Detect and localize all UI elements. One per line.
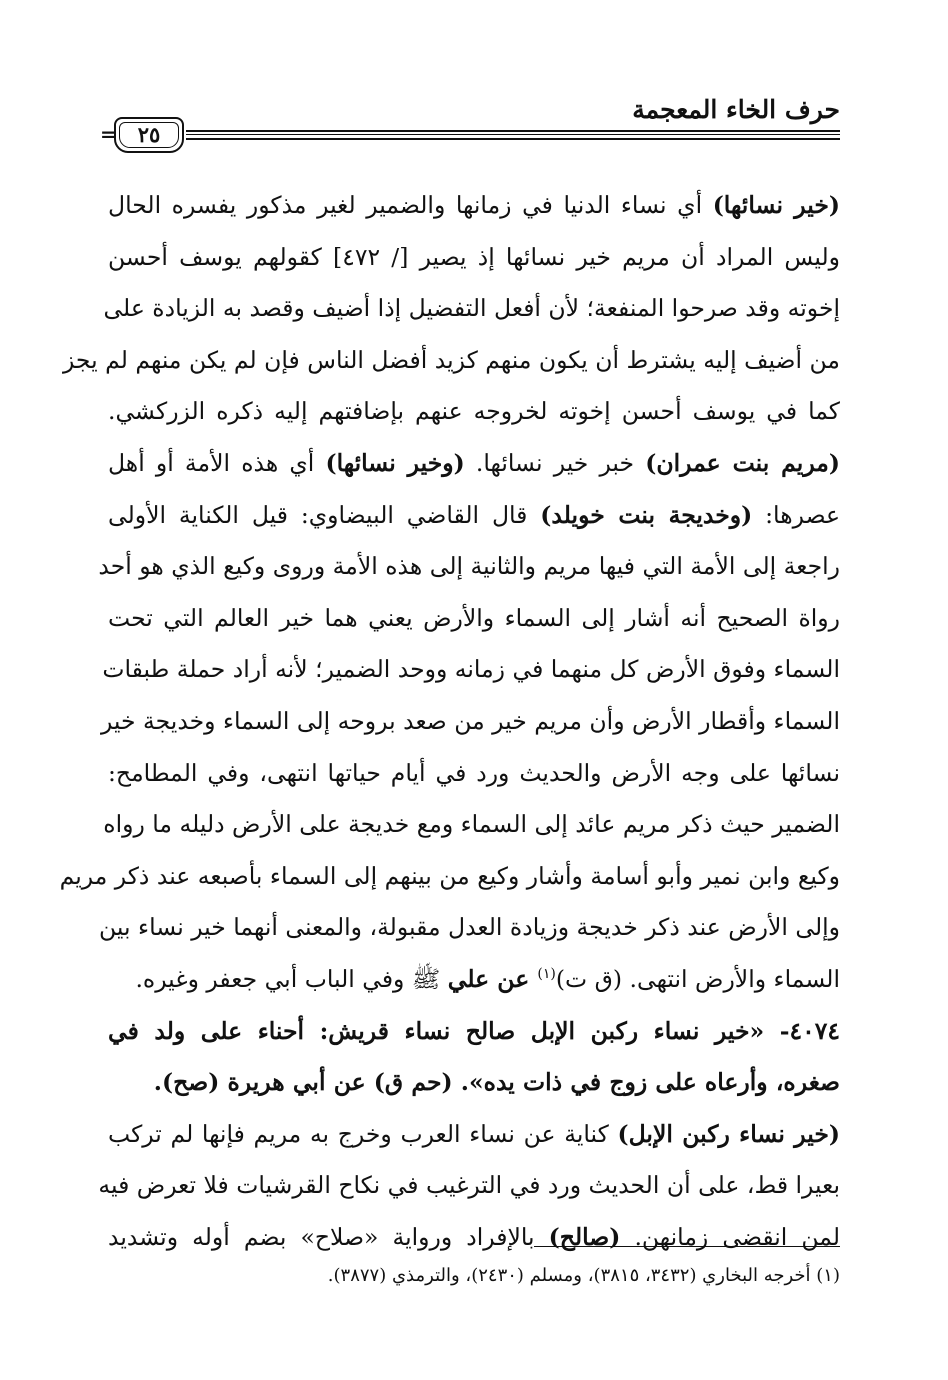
text-line <box>103 799 840 851</box>
bold-phrase: عن علي <box>447 964 538 993</box>
footnote <box>328 1262 840 1290</box>
text-line <box>108 1006 840 1058</box>
running-title: حرف الخاء المعجمة <box>632 95 840 124</box>
body-text <box>59 180 841 1263</box>
text-run: وإلى الأرض عند ذكر خديجة وزيادة العدل مقبولة، والمعنى أنهما خير نساء بين <box>99 913 840 942</box>
text-run: الضمير حيث ذكر مريم عائد إلى السماء ومع خديجة على الأرض دليله ما رواه <box>103 810 840 839</box>
text-run: وليس المراد أن مريم خير نسائها إذ يصير [/ ٤٧٢] كقولهم يوسف أحسن <box>108 242 840 271</box>
bold-phrase: (صالح) <box>548 1222 621 1251</box>
text-run: نسائها على وجه الأرض والحديث ورد في أيام حياتها انتهى، وفي المطامح: <box>108 758 840 787</box>
bold-phrase: (وخديجة بنت خويلد) <box>540 500 753 529</box>
text-run: خبر خير نسائها. <box>464 448 646 477</box>
text-line <box>98 1160 840 1212</box>
text-line <box>99 902 840 954</box>
text-line <box>108 593 840 645</box>
text-line <box>108 1212 840 1264</box>
text-run: ﷺ وفي الباب أبي جعفر وغيره. <box>135 964 448 993</box>
text-run: أي هذه الأمة أو أهل <box>108 448 326 477</box>
footnote-rule <box>534 1246 840 1247</box>
text-line <box>108 490 840 542</box>
page-number-label: ٢٥ <box>137 122 161 147</box>
page-number-ornament: = <box>100 122 117 146</box>
text-run: كما في يوسف أحسن إخوته لخروجه عنهم بإضافتهم إليه ذكره الزركشي. <box>108 397 840 426</box>
text-line <box>108 748 840 800</box>
text-run: راجعة إلى الأمة التي فيها مريم والثانية إلى هذه الأمة وروى وكيع الذي هو أحد <box>98 552 840 581</box>
text-run: السماء والأرض انتهى. (ق ت) <box>555 964 840 993</box>
text-line <box>108 954 840 1006</box>
text-line <box>59 851 840 903</box>
footnote-reference[interactable]: (١) <box>537 966 556 983</box>
text-line <box>62 335 840 387</box>
text-line <box>108 180 840 232</box>
text-run: رواة الصحيح أنه أشار إلى السماء والأرض يعني هما خير العالم التي تحت <box>108 603 840 632</box>
bold-phrase: ٤٠٧٤- «خير نساء ركبن الإبل صالح نساء قريش: أحناء على ولد في <box>108 1016 840 1045</box>
text-run: لمن انقضى زمانهن. <box>620 1222 840 1251</box>
text-line <box>103 283 840 335</box>
text-line <box>102 644 840 696</box>
text-run: بعيرا قط، على أن الحديث ورد في الترغيب في نكاح القرشيات فلا تعرض فيه <box>98 1171 840 1200</box>
text-run: عصرها: <box>752 500 840 529</box>
text-run: السماء وفوق الأرض كل منهما في زمانه ووحد الضمير؛ لأنه أراد حملة طبقات <box>102 655 840 684</box>
text-line <box>108 1057 840 1109</box>
bold-phrase: (خير نسائها) <box>712 191 840 219</box>
text-run: من أضيف إليه يشترط أن يكون منهم كزيد أفضل الناس فإن لم يكن منهم لم يجز <box>62 345 840 374</box>
text-run: بالإفراد ورواية «صلاح» بضم أوله وتشديد <box>108 1222 549 1251</box>
text-run: كناية عن نساء العرب وخرج به مريم فإنها لم تركب <box>108 1119 618 1148</box>
text-run: إخوته وقد صرحوا المنفعة؛ لأن أفعل التفضيل إذا أضيف وقصد به الزيادة على <box>103 294 840 323</box>
text-run: وكيع وابن نمير وأبو أسامة وأشار وكيع من بينهم إلى السماء بأصبعه عند ذكر مريم <box>59 861 840 890</box>
text-run: أي نساء الدنيا في زمانها والضمير لغير مذكور يفسره الحال <box>108 191 713 219</box>
text-run: قال القاضي البيضاوي: قيل الكناية الأولى <box>108 500 541 529</box>
bold-phrase: (خير نساء ركبن الإبل) <box>617 1119 840 1148</box>
bold-phrase: (وخير نسائها) <box>325 448 465 477</box>
text-line <box>108 438 840 490</box>
header-rule <box>186 130 840 140</box>
text-line <box>98 541 840 593</box>
text-line <box>108 232 840 284</box>
text-run: السماء وأقطار الأرض وأن مريم خير من صعد بروحه إلى السماء وخديجة خير <box>100 706 840 735</box>
text-line <box>108 1109 840 1161</box>
footnote-text: (١) أخرجه البخاري (٣٤٣٢، ٣٨١٥)، ومسلم (٢٤٣٠)، والترمذي (٣٨٧٧). <box>327 1265 840 1286</box>
text-line <box>100 696 840 748</box>
bold-phrase: (مريم بنت عمران) <box>645 448 841 477</box>
text-line <box>108 386 840 438</box>
page-number <box>114 117 184 153</box>
bold-phrase: صغره، وأرعاه على زوج في ذات يده». (حم ق) عن أبي هريرة (صح). <box>153 1068 840 1097</box>
